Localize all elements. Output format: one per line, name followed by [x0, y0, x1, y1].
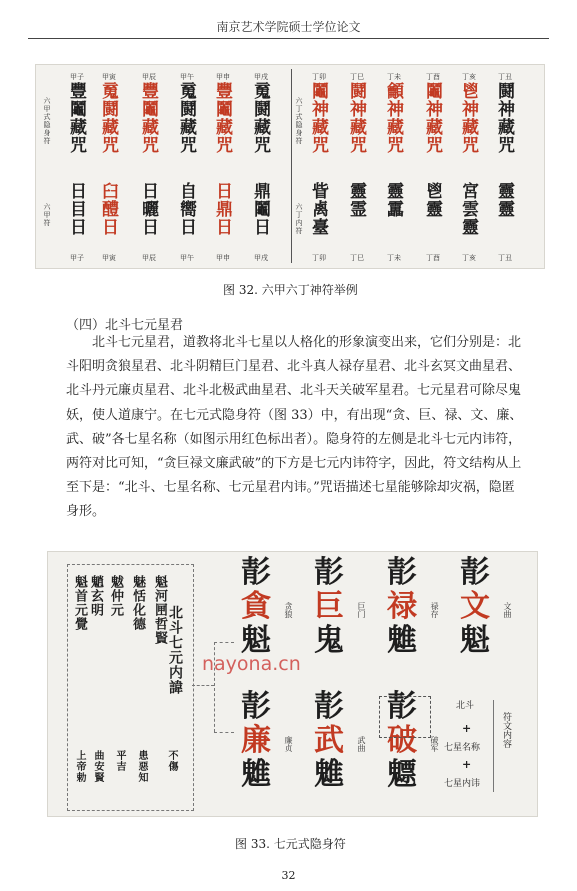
- seal-glyph: 鬪 神 藏 咒: [498, 82, 514, 156]
- row-label: 六甲符: [43, 203, 51, 227]
- seal-glyph: 豐 鬮 藏 咒: [142, 82, 158, 156]
- seal-label: 丁亥: [462, 73, 476, 81]
- seal-label: 丁卯: [312, 73, 326, 81]
- legend-bracket: [493, 700, 494, 792]
- seven-star-talisman: [452, 556, 498, 658]
- seal-label: 丁丑: [498, 254, 512, 262]
- talisman-glyph-top: 𩇕: [241, 689, 271, 724]
- seal-label: 甲子: [70, 73, 84, 81]
- figure-divider: [291, 69, 292, 263]
- legend-item-beidou: 北斗: [456, 701, 475, 711]
- talisman-glyph-top: 𩇕: [314, 689, 344, 724]
- seal-glyph: 自 嚮 日: [180, 182, 196, 238]
- talisman-glyph-top: 𩇕: [387, 689, 417, 724]
- seal-label: 丁卯: [312, 254, 326, 262]
- seven-star-talisman: [233, 556, 279, 658]
- seal-glyph: 靈 靁: [387, 182, 403, 220]
- seal-label: 丁巳: [350, 254, 364, 262]
- inner-talisman-column: 魅恬化德: [130, 575, 145, 631]
- talisman-glyph-top: 𩇕: [460, 555, 490, 590]
- seal-glyph: 日 目 日: [70, 182, 86, 238]
- row-label: 六丁内符: [295, 203, 303, 235]
- star-name-label: 巨门: [357, 602, 366, 618]
- talisman-glyph-mid: 廉: [241, 723, 271, 758]
- seal-label: 甲戌: [254, 73, 268, 81]
- body-paragraph: [66, 331, 526, 525]
- talisman-glyph-mid: 文: [460, 589, 490, 624]
- seal-glyph: 鬮 神 藏 咒: [312, 82, 328, 156]
- seal-label: 甲寅: [102, 73, 116, 81]
- star-name-label: 破军: [430, 736, 439, 752]
- inner-talisman-column: 魃仲元: [108, 575, 123, 617]
- seven-star-talisman: [306, 556, 352, 658]
- seal-glyph: 日 曬 日: [142, 182, 158, 238]
- talisman-glyph-top: 𩇕: [387, 555, 417, 590]
- seal-label: 丁酉: [426, 73, 440, 81]
- seal-glyph: 日 鼎 日: [216, 182, 232, 238]
- figure-32: [35, 64, 545, 269]
- talisman-glyph-top: 𩇕: [241, 555, 271, 590]
- legend-item-star-name: 七星名称: [444, 743, 481, 753]
- talisman-glyph-mid: 巨: [314, 589, 344, 624]
- star-name-label: 文曲: [503, 602, 512, 618]
- seal-glyph: 䰟 鬪 藏 咒: [254, 82, 270, 156]
- legend-side-label: 符文内容: [501, 712, 511, 748]
- seven-star-talisman: [379, 556, 425, 658]
- inner-talisman-column: 魈玄明: [88, 575, 103, 617]
- seal-glyph: 䰟 鬪 藏 咒: [180, 82, 196, 156]
- inner-talisman-panel: [67, 564, 194, 811]
- row-label: 六甲式隐身符: [43, 97, 51, 145]
- inner-talisman-note: 曲安賢: [92, 750, 103, 783]
- star-name-label: 武曲: [357, 736, 366, 752]
- talisman-glyph-bot: 魁: [241, 623, 271, 658]
- seal-glyph: 䰟 鬪 藏 咒: [102, 82, 118, 156]
- star-name-label: 贪狼: [284, 602, 293, 618]
- seal-label: 丁丑: [498, 73, 512, 81]
- seal-label: 甲申: [216, 73, 230, 81]
- seal-glyph: 鬪 神 藏 咒: [350, 82, 366, 156]
- seal-glyph: 宮 雲 靈: [462, 182, 478, 238]
- seal-glyph: 鬯 靈: [426, 182, 442, 220]
- talisman-glyph-mid: 禄: [387, 589, 417, 624]
- seal-label: 甲子: [70, 254, 84, 262]
- seal-label: 丁亥: [462, 254, 476, 262]
- seal-label: 丁酉: [426, 254, 440, 262]
- legend-item-inner-name: 七星内讳: [444, 779, 481, 789]
- seal-label: 甲申: [216, 254, 230, 262]
- seal-label: 甲辰: [142, 254, 156, 262]
- talisman-glyph-mid: 貪: [241, 589, 271, 624]
- seal-glyph: 鼎 鬮 日: [254, 182, 270, 238]
- seal-label: 丁未: [387, 254, 401, 262]
- connector-line: [192, 685, 214, 686]
- talisman-glyph-bot: 魋: [241, 757, 271, 792]
- seal-label: 甲辰: [142, 73, 156, 81]
- seven-star-talisman: [306, 690, 352, 792]
- seal-glyph: 靈 霊: [350, 182, 366, 220]
- figure-33-caption: 图 33. 七元式隐身符: [235, 837, 346, 851]
- seal-glyph: 龥 神 藏 咒: [387, 82, 403, 156]
- seal-label: 甲午: [180, 254, 194, 262]
- seal-glyph: 鬯 神 藏 咒: [462, 82, 478, 156]
- seal-glyph: 靈 靈: [498, 182, 514, 220]
- talisman-glyph-bot: 魋: [387, 623, 417, 658]
- header-rule: [28, 38, 549, 39]
- talisman-glyph-top: 𩇕: [314, 555, 344, 590]
- connector-line: [214, 642, 234, 643]
- seal-label: 甲午: [180, 73, 194, 81]
- page-header: 南京艺术学院硕士学位论文: [216, 20, 361, 34]
- star-name-label: 廉贞: [284, 736, 293, 752]
- paragraph-text: 北斗七元星君，道教将北斗七星以人格化的形象演变出来，它们分别是：北斗阳明贪狼星君、北斗阴精巨门星君、北斗真人禄存星君、北斗玄冥文曲星君、北斗丹元廉贞星君、北斗北极武曲星君、北斗天关破军星君。七元星君可除尽鬼妖，使人道康宁。在七元式隐身符（图 33）中，有出现“贪、巨、禄、文、廉、武、破”各七星名称（如图示用红色标出者）。隐身符的左侧是北斗七元内讳符，两符对比可知，“贪巨禄文廉武破”的下方是七元内讳符字，因此，符文结构从上至下是：“北斗、七星名称、七元星君内讳。”咒语描述七星能够除却灾祸，隐匿身形。: [66, 335, 523, 520]
- figure-32-caption: 图 32. 六甲六丁神符举例: [223, 283, 358, 297]
- seal-glyph: 臼 醴 日: [102, 182, 118, 238]
- seal-glyph: 豐 鬮 藏 咒: [70, 82, 86, 156]
- seal-glyph: 豐 鬮 藏 咒: [216, 82, 232, 156]
- figure-33: [47, 551, 538, 817]
- seven-star-talisman: [233, 690, 279, 792]
- talisman-glyph-bot: 魋: [314, 757, 344, 792]
- inner-talisman-column: 魁首元覺: [72, 575, 87, 631]
- row-label: 六丁式隐身符: [295, 97, 303, 145]
- seal-label: 甲戌: [254, 254, 268, 262]
- seal-glyph: 鬮 神 藏 咒: [426, 82, 442, 156]
- inner-talisman-title: 北斗七元内諱: [167, 605, 183, 695]
- watermark: nayona.cn: [202, 653, 301, 675]
- connector-line: [214, 732, 234, 733]
- talisman-glyph-mid: 破: [387, 723, 417, 758]
- page-number: 32: [281, 869, 296, 882]
- inner-talisman-note: 患惡知: [136, 750, 147, 783]
- talisman-glyph-bot: 魒: [387, 757, 417, 792]
- talisman-glyph-bot: 鬼: [314, 623, 344, 658]
- inner-talisman-note: 平吉: [114, 750, 125, 772]
- seal-label: 甲寅: [102, 254, 116, 262]
- legend-plus: +: [462, 722, 472, 735]
- seal-label: 丁未: [387, 73, 401, 81]
- seal-label: 丁巳: [350, 73, 364, 81]
- section-title: （四）北斗七元星君: [66, 318, 184, 333]
- talisman-glyph-bot: 魁: [460, 623, 490, 658]
- inner-talisman-column: 魁河㘡哲賢: [152, 575, 167, 645]
- highlight-box: [379, 696, 431, 738]
- seal-glyph: 眥 禼 臺: [312, 182, 328, 238]
- inner-talisman-note: 不傷: [166, 750, 177, 772]
- talisman-glyph-mid: 武: [314, 723, 344, 758]
- legend-plus: +: [462, 758, 472, 771]
- star-name-label: 禄存: [430, 602, 439, 618]
- inner-talisman-note: 上帝勅: [74, 750, 85, 783]
